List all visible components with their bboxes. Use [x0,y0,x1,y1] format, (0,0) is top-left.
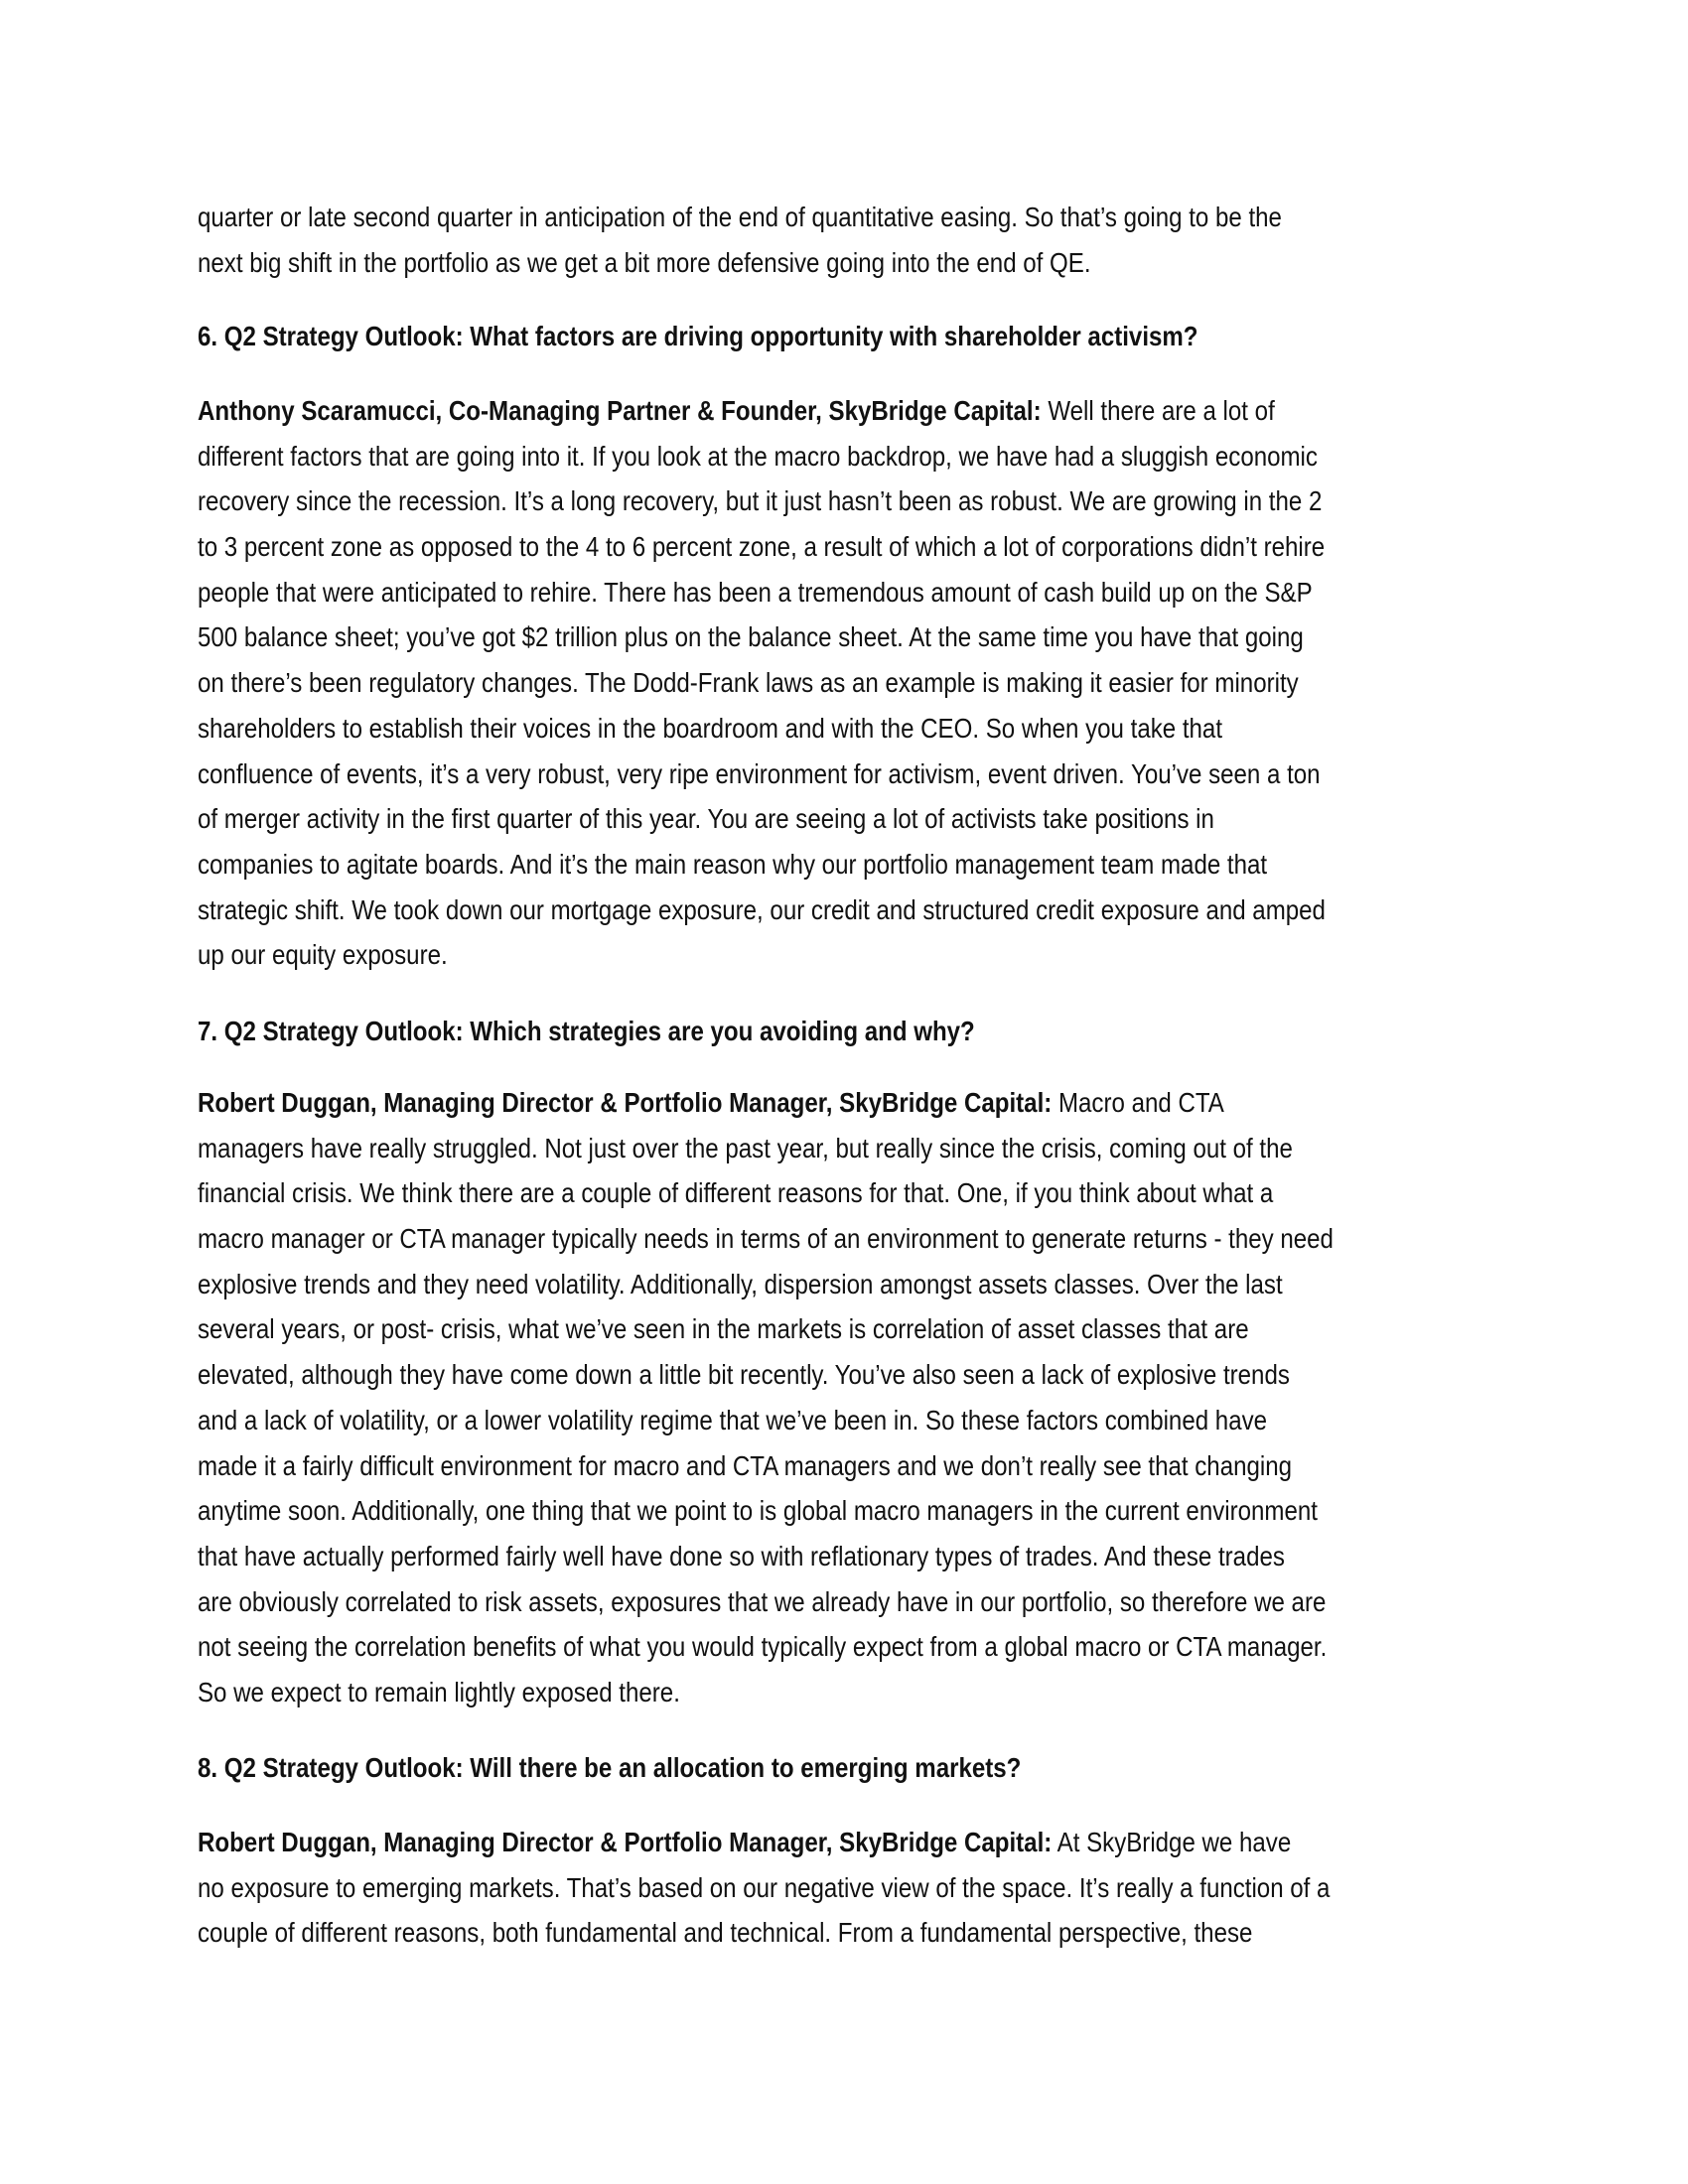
text-line: to 3 percent zone as opposed to the 4 to 6 percent zone, a result of which a lot of corporations didn’t rehire [198,531,1326,563]
answer-text: Macro and CTA [1052,1087,1224,1118]
text-line: and a lack of volatility, or a lower volatility regime that we’ve been in. So these factors combined have [198,1404,1268,1435]
text-line: couple of different reasons, both fundamental and technical. From a fundamental perspective, these [198,1917,1253,1949]
text-line: managers have really struggled. Not just over the past year, but really since the crisis, coming out of the [198,1132,1293,1163]
answer-text: Well there are a lot of [1041,395,1275,426]
text-line: So we expect to remain lightly exposed there. [198,1676,680,1707]
section-6 [198,314,1488,971]
text-line [198,388,1308,434]
answer-paragraph [198,1080,1488,1715]
text-line: 500 balance sheet; you’ve got $2 trillion plus on the balance sheet. At the same time you have that going [198,621,1304,653]
text-line: explosive trends and they need volatility. Additionally, dispersion amongst assets classes. Over the last [198,1268,1283,1299]
text-line: anytime soon. Additionally, one thing that we point to is global macro managers in the current environment [198,1495,1318,1527]
text-line: people that were anticipated to rehire. There has been a tremendous amount of cash build up on the S&P [198,576,1313,608]
speaker-name: Robert Duggan, Managing Director & Portfolio Manager, SkyBridge Capital: [198,1087,1053,1118]
question-heading: 6. Q2 Strategy Outlook: What factors are driving opportunity with shareholder activism? [198,321,1198,351]
text-line: strategic shift. We took down our mortgage exposure, our credit and structured credit exposure and amped [198,893,1326,925]
text-line [198,1820,1308,1865]
text-line: are obviously correlated to risk assets, exposures that we already have in our portfolio, so therefore we are [198,1585,1327,1617]
section-7 [198,1009,1488,1707]
question-heading: 8. Q2 Strategy Outlook: Will there be an allocation to emerging markets? [198,1752,1022,1783]
text-line: next big shift in the portfolio as we get a bit more defensive going into the end of QE. [198,246,1091,278]
text-line: elevated, although they have come down a little bit recently. You’ve also seen a lack of explosive trends [198,1359,1290,1391]
text-line: shareholders to establish their voices in the boardroom and with the CEO. So when you take that [198,712,1223,744]
text-line: recovery since the recession. It’s a long recovery, but it just hasn’t been as robust. We are growing in the 2 [198,485,1323,517]
question-heading: 7. Q2 Strategy Outlook: Which strategies are you avoiding and why? [198,1016,975,1046]
intro-paragraph [198,195,1488,285]
text-line: made it a fairly difficult environment for macro and CTA managers and we don’t really see that changing [198,1449,1293,1481]
text-line: confluence of events, it’s a very robust, very ripe environment for activism, event driven. You’ve seen a ton [198,757,1321,789]
speaker-name: Robert Duggan, Managing Director & Portfolio Manager, SkyBridge Capital: [198,1827,1053,1857]
text-line: up our equity exposure. [198,939,448,971]
text-line: on there’s been regulatory changes. The Dodd-Frank laws as an example is making it easier for minority [198,667,1299,699]
text-line: quarter or late second quarter in anticipation of the end of quantitative easing. So that’s going to be the [198,202,1282,232]
text-line: financial crisis. We think there are a couple of different reasons for that. One, if you think about what a [198,1177,1274,1209]
text-line: macro manager or CTA manager typically needs in terms of an environment to generate returns - they need [198,1223,1334,1255]
text-line: no exposure to emerging markets. That’s based on our negative view of the space. It’s really a function of a [198,1871,1331,1903]
answer-text: At SkyBridge we have [1052,1827,1292,1857]
text-line: not seeing the correlation benefits of what you would typically expect from a global macro or CTA manager. [198,1631,1328,1663]
answer-paragraph [198,1820,1488,1956]
answer-paragraph [198,388,1488,978]
text-line: of merger activity in the first quarter of this year. You are seeing a lot of activists take positions in [198,803,1214,835]
text-line: several years, or post- crisis, what we’ve seen in the markets is correlation of asset classes that are [198,1313,1249,1345]
text-line: companies to agitate boards. And it’s the main reason why our portfolio management team made that [198,848,1268,880]
text-line: that have actually performed fairly well have done so with reflationary types of trades. And these trades [198,1540,1285,1571]
text-line: different factors that are going into it. If you look at the macro backdrop, we have had a sluggish economic [198,440,1318,472]
section-8 [198,1745,1488,1949]
text-line [198,1080,1308,1126]
speaker-name: Anthony Scaramucci, Co-Managing Partner & Founder, SkyBridge Capital: [198,395,1042,426]
